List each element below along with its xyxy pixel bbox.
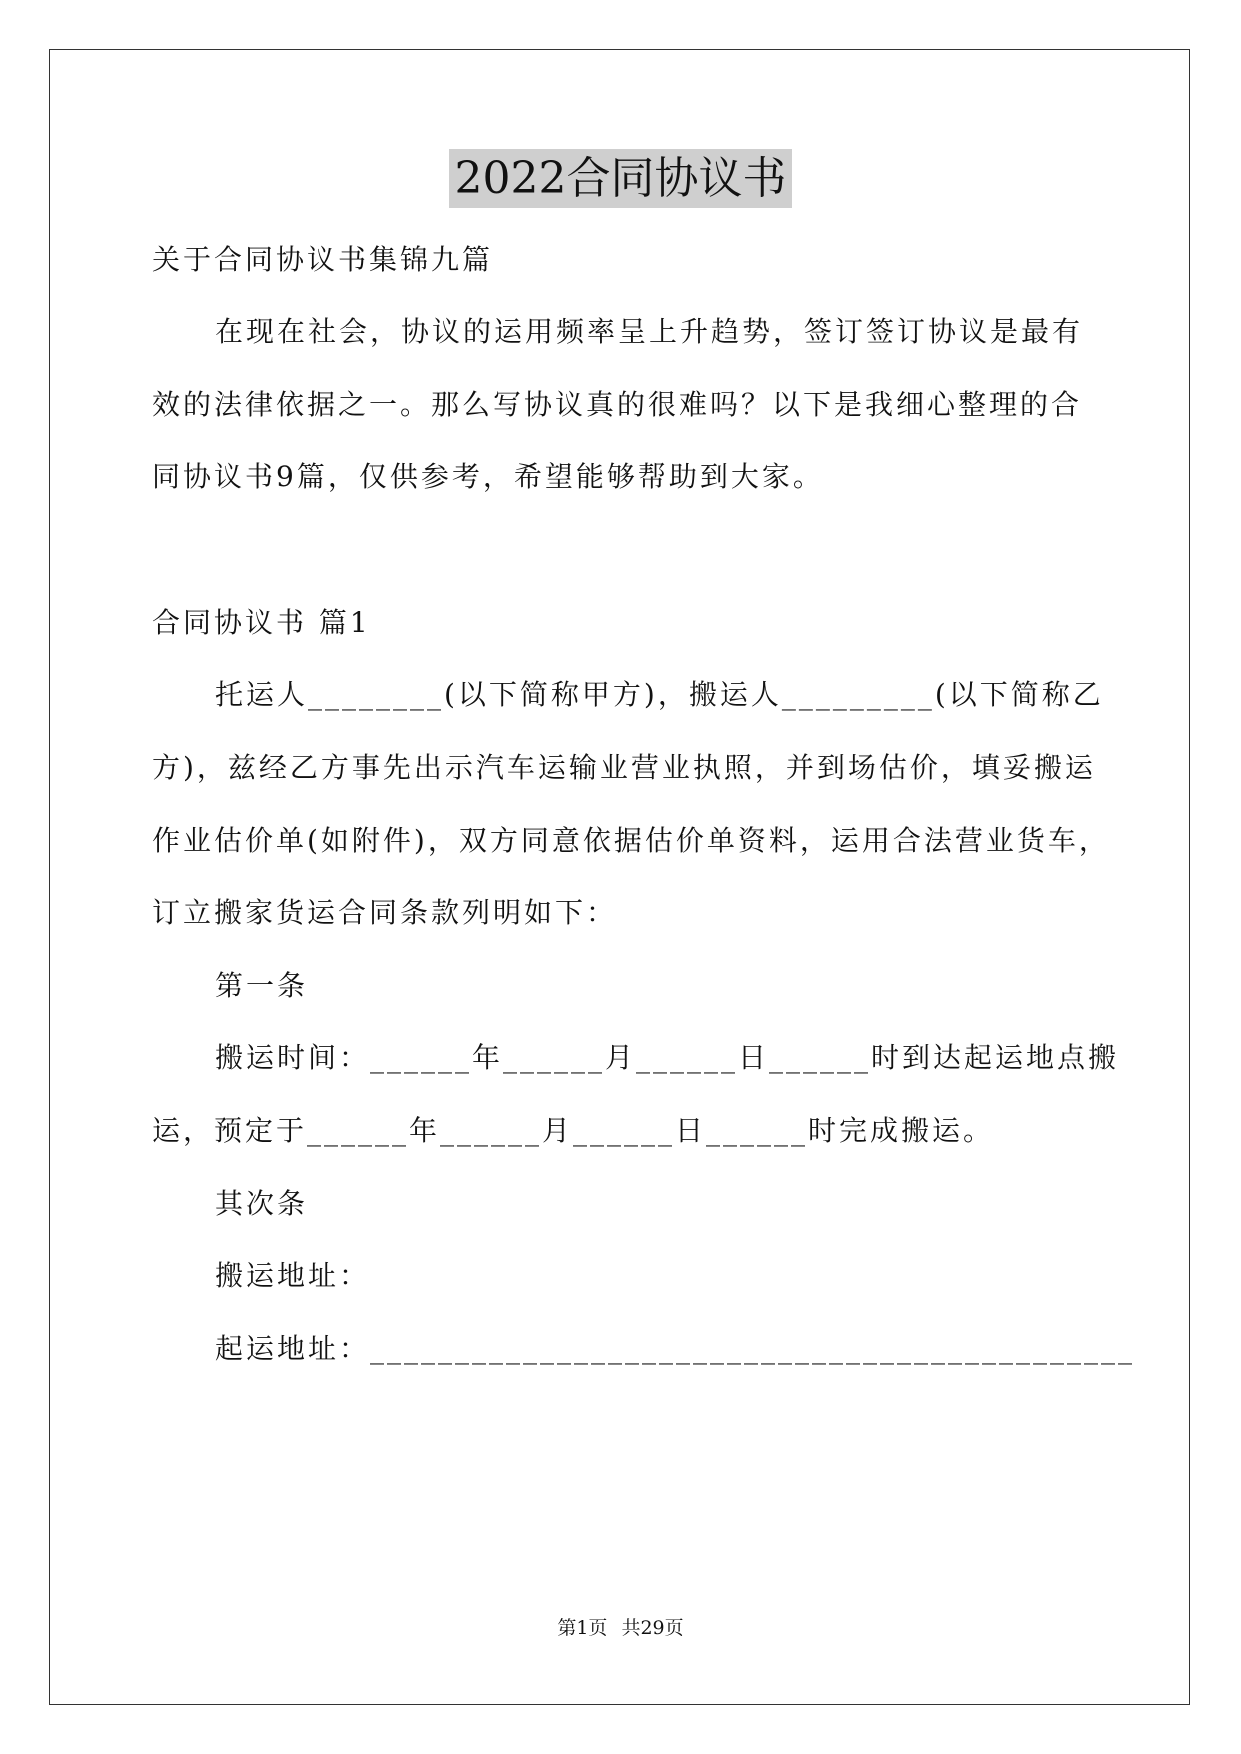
article-1-line-2: 运，预定于______年______月______日______时完成搬运。 — [152, 1114, 995, 1147]
article-1-heading: 第一条 — [215, 969, 309, 1002]
article-1-line-1: 搬运时间：______年______月______日______时到达起运地点搬 — [215, 1041, 1120, 1074]
article-2-heading: 其次条 — [215, 1187, 309, 1220]
intro-line-2: 效的法律依据之一。那么写协议真的很难吗？以下是我细心整理的合 — [152, 388, 1083, 421]
address-label: 搬运地址： — [215, 1259, 371, 1292]
page-total: 共29页 — [621, 1617, 684, 1639]
body-line-3: 作业估价单(如附件)，双方同意依据估价单资料，运用合法营业货车， — [152, 824, 1110, 857]
document-title: 2022合同协议书 — [449, 149, 793, 208]
body-line-1: 托运人________(以下简称甲方)，搬运人_________(以下简称乙 — [215, 678, 1104, 711]
document-title-wrap — [0, 150, 1241, 208]
section-heading: 合同协议书 篇1 — [152, 606, 371, 639]
page-border — [49, 49, 1190, 1705]
origin-address-line: 起运地址：_____________________________________________ — [215, 1332, 1136, 1365]
page-footer — [0, 1613, 1241, 1640]
page-number: 第1页 — [557, 1617, 608, 1639]
body-line-2: 方)，兹经乙方事先出示汽车运输业营业执照，并到场估价，填妥搬运 — [152, 751, 1096, 784]
intro-line-3: 同协议书9篇，仅供参考，希望能够帮助到大家。 — [152, 460, 824, 493]
document-subtitle: 关于合同协议书集锦九篇 — [152, 243, 494, 276]
body-line-4: 订立搬家货运合同条款列明如下： — [152, 896, 618, 929]
intro-line-1: 在现在社会，协议的运用频率呈上升趋势，签订签订协议是最有 — [215, 315, 1084, 348]
